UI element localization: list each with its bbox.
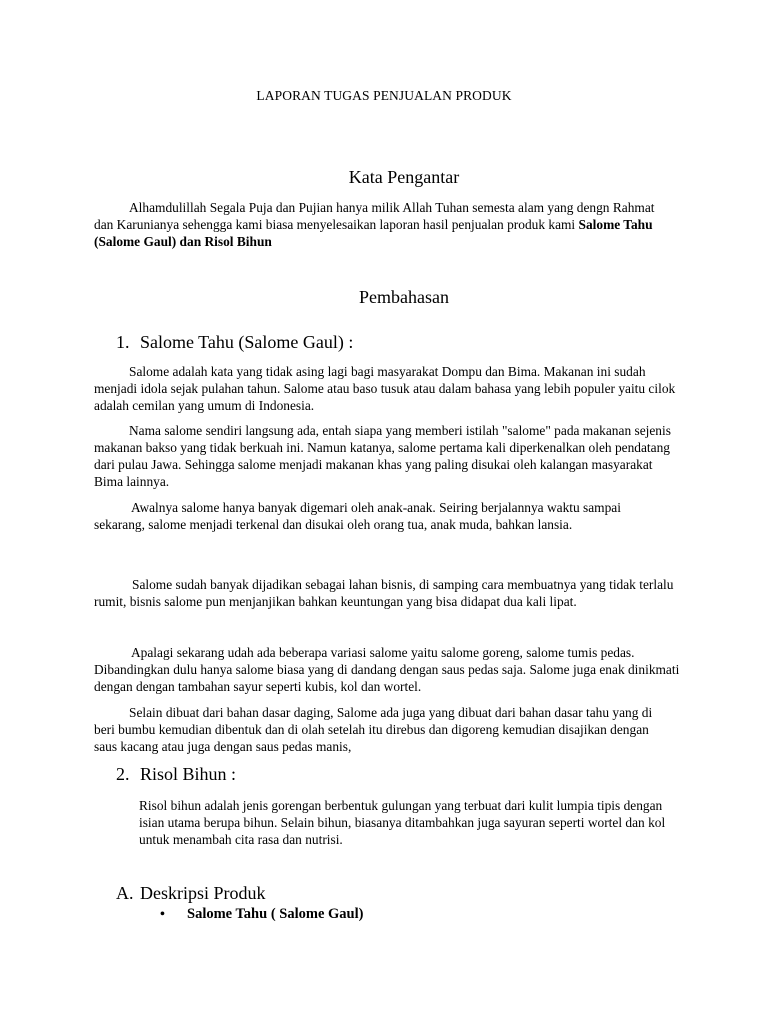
section-1-heading: [116, 332, 353, 353]
deskripsi-title: Deskripsi Produk: [140, 883, 266, 903]
section-2-number: 2.: [116, 764, 130, 784]
section-1-paragraph-6: Selain dibuat dari bahan dasar daging, Salome ada juga yang dibuat dari bahan dasar tahu yang di beri bumbu kemudian dibentuk dan di olah setelah itu direbus dan digoreng kemudian disajikan dengan saus kacang atau juga dengan saus pedas manis,: [94, 705, 653, 754]
section-1-paragraph-2: Nama salome sendiri langsung ada, entah siapa yang memberi istilah "salome" pada makanan sejenis makanan bakso yang tidak berkuah ini. Namun katanya, salome pertama kali diperkenalkan oleh pendatang dari pulau Jawa. Sehingga salome menjadi makanan khas yang paling disukai oleh kalangan masyarakat Bima lainnya.: [94, 423, 671, 489]
section-1-paragraph-5: Apalagi sekarang udah ada beberapa variasi salome yaitu salome goreng, salome tumis pedas. Dibandingkan dulu hanya salome biasa yang di dandang dengan saus pedas saja. Salome juga enak dinikmati dengan dengan tambahan sayur seperti kubis, kol dan wortel.: [94, 645, 680, 694]
bullet-item-text: Salome Tahu ( Salome Gaul): [187, 906, 364, 922]
heading-kata-pengantar: Kata Pengantar: [348, 167, 460, 187]
section-1-title: Salome Tahu (Salome Gaul) :: [140, 332, 354, 352]
deskripsi-letter: A.: [116, 883, 134, 903]
section-2-heading: [116, 764, 236, 785]
section-1-paragraph-3: Awalnya salome hanya banyak digemari oleh anak-anak. Seiring berjalannya waktu sampai sekarang, salome menjadi terkenal dan disukai oleh orang tua, anak muda, bahkan lansia.: [94, 500, 621, 532]
section-2-title: Risol Bihun :: [140, 764, 237, 784]
kata-pengantar-text: Alhamdulillah Segala Puja dan Pujian hanya milik Allah Tuhan semesta alam yang dengn Rahmat dan Karunianya sehengga kami biasa menyelesaikan laporan hasil penjualan produk kami: [94, 200, 655, 232]
bullet-item-salome: [160, 906, 363, 923]
section-1-paragraph-4: Salome sudah banyak dijadikan sebagai lahan bisnis, di samping cara membuatnya yang tidak terlalu rumit, bisnis salome pun menjanjikan bahkan keuntungan yang bisa didapat dua kali lipat.: [94, 577, 674, 609]
document-title: LAPORAN TUGAS PENJUALAN PRODUK: [256, 88, 512, 103]
product-names-bold: Salome Tahu (Salome Gaul) dan Risol Bihun: [94, 217, 653, 249]
section-1-number: 1.: [116, 332, 130, 352]
kata-pengantar-paragraph: [94, 199, 674, 250]
heading-pembahasan: Pembahasan: [359, 287, 449, 307]
deskripsi-heading: [116, 883, 266, 904]
bullet-icon: •: [160, 906, 165, 922]
section-2-paragraph: Risol bihun adalah jenis gorengan berbentuk gulungan yang terbuat dari kulit lumpia tipis dengan isian utama berupa bihun. Selain bihun, biasanya ditambahkan juga sayuran seperti wortel dan kol untuk menambah cita rasa dan nutrisi.: [139, 798, 666, 847]
section-1-paragraph-1: Salome adalah kata yang tidak asing lagi bagi masyarakat Dompu dan Bima. Makanan ini sudah menjadi idola sejak pulahan tahun. Salome atau baso tusuk atau dalam bahasa yang lebih populer yaitu cilok adalah cemilan yang umum di Indonesia.: [94, 364, 676, 413]
